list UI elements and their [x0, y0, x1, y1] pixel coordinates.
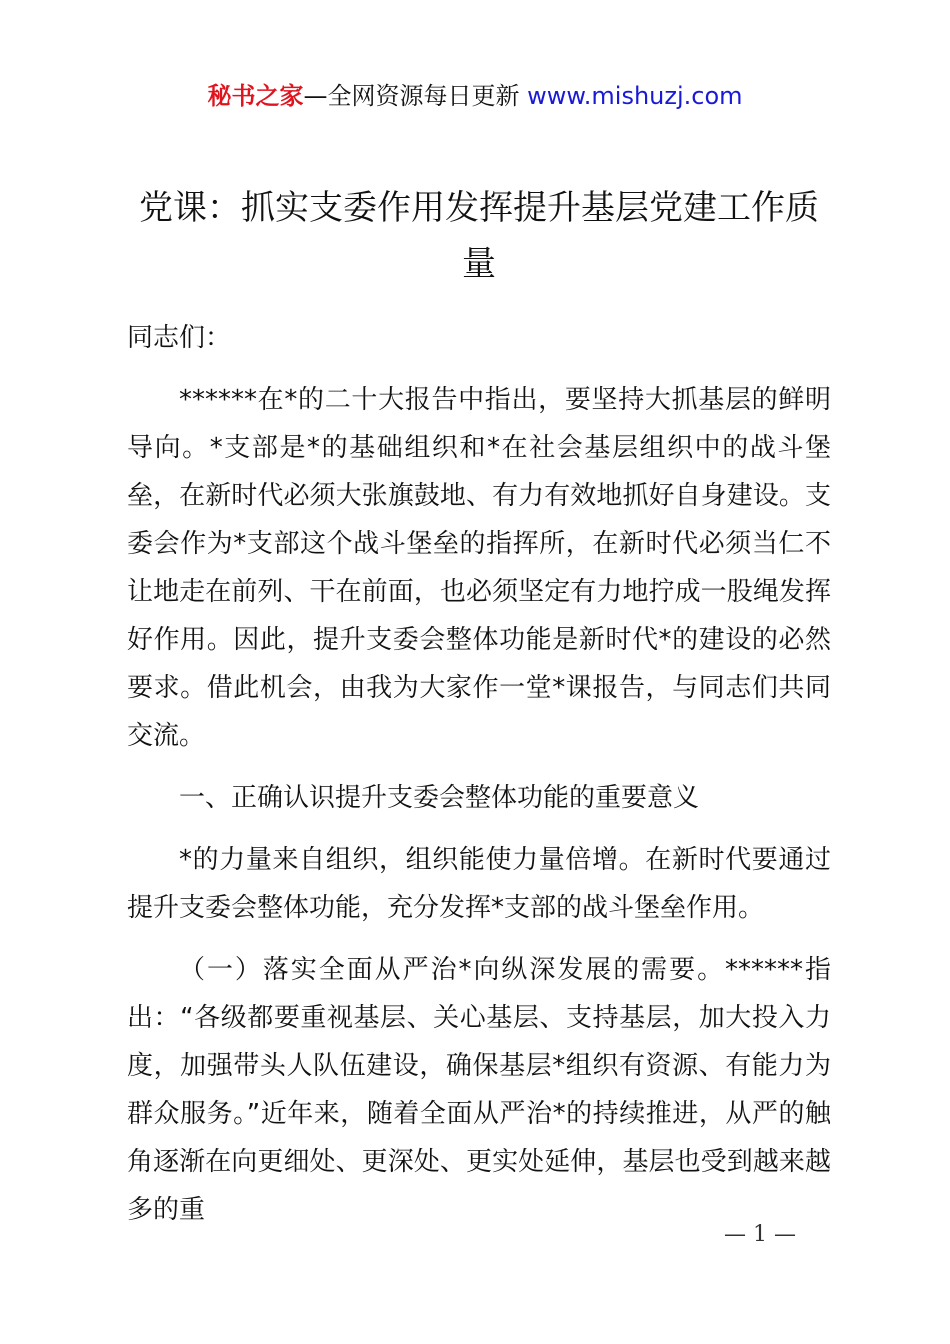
page-number: — 1 —: [724, 1222, 796, 1247]
site-url[interactable]: www.mishuzj.com: [527, 82, 743, 110]
paragraph-intro: ******在*的二十大报告中指出，要坚持大抓基层的鲜明导向。*支部是*的基础组织和*在社会基层组织中的战斗堡垒，在新时代必须大张旗鼓地、有力有效地抓好自身建设。支委会作为*支部这个战斗堡垒的指挥所，在新时代必须当仁不让地走在前列、干在前面，也必须坚定有力地拧成一股绳发挥好作用。因此，提升支委会整体功能是新时代*的建设的必然要求。借此机会，由我为大家作一堂*课报告，与同志们共同交流。: [127, 385, 831, 751]
brand-name: 秘书之家: [207, 82, 304, 110]
document-body: [127, 314, 831, 1248]
paragraph-section-intro: *的力量来自组织，组织能使力量倍增。在新时代要通过提升支委会整体功能，充分发挥*支部的战斗堡垒作用。: [127, 845, 831, 923]
greeting: 同志们：: [127, 323, 232, 353]
section-heading-1: 一、正确认识提升支委会整体功能的重要意义: [179, 783, 700, 813]
paragraph-subsection-1: （一）落实全面从严治*向纵深发展的需要。******指出：“各级都要重视基层、关心基层、支持基层，加大投入力度，加强带头人队伍建设，确保基层*组织有资源、有能力为群众服务。”近年来，随着全面从严治*的持续推进，从严的触角逐渐在向更细处、更深处、更实处延伸，基层也受到越来越多的重: [127, 955, 831, 1225]
header-tagline: —全网资源每日更新: [303, 82, 520, 110]
header-banner: [0, 80, 950, 112]
document-title: 党课：抓实支委作用发挥提升基层党建工作质量: [139, 188, 819, 284]
